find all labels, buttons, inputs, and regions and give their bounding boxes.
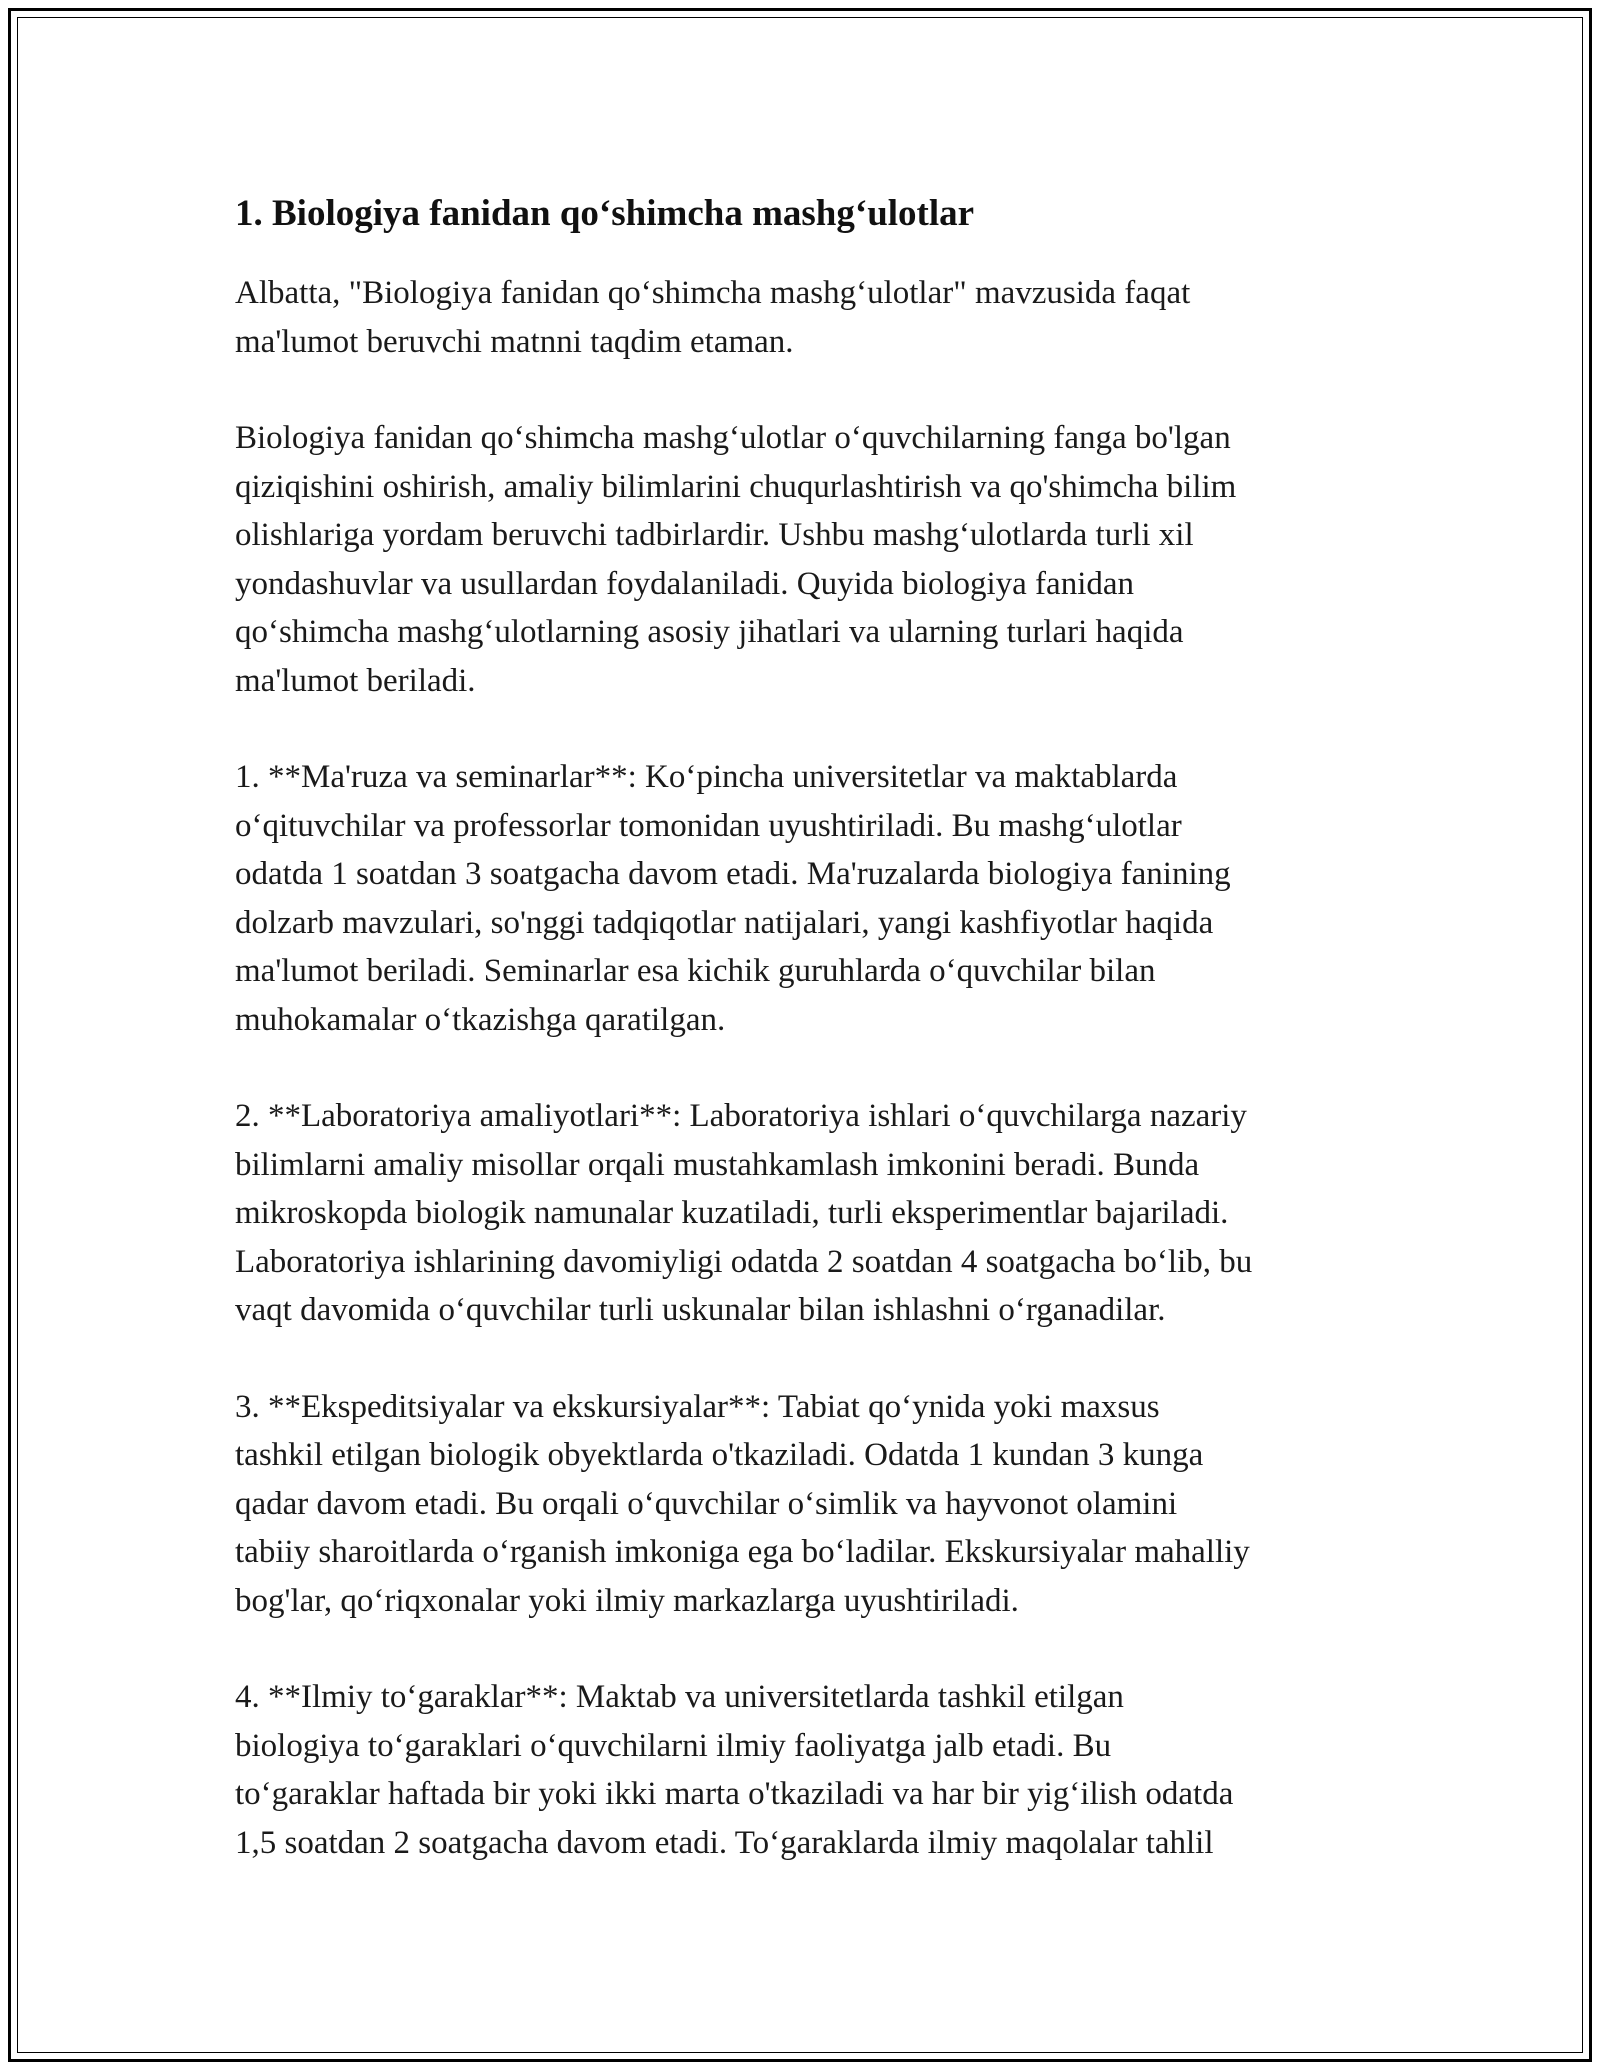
paragraph-intro: Albatta, "Biologiya fanidan qo‘shimcha mashg‘ulotlar" mavzusida faqat ma'lumot beruvchi matnni taqdim etaman. (235, 275, 1191, 360)
paragraph-lectures-seminars: 1. **Ma'ruza va seminarlar**: Ko‘pincha universitetlar va maktablarda o‘qituvchilar va professorlar tomonidan uyushtiriladi. Bu mashg‘ulotlar odatda 1 soatdan 3 soatgacha davom etadi. Ma'ruzalarda biologiya fanining dolzarb mavzulari, so'nggi tadqiqotlar natijalari, yangi kashfiyotlar haqida ma'lumot beriladi. Seminarlar esa kichik guruhlarda o‘quvchilar bilan muhokamalar o‘tkazishga qaratilgan. (235, 759, 1231, 1038)
paragraph-overview: Biologiya fanidan qo‘shimcha mashg‘ulotlar o‘quvchilarning fanga bo'lgan qiziqishini oshirish, amaliy bilimlarini chuqurlashtirish va qo'shimcha bilim olishlariga yordam beruvchi tadbirlardir. Ushbu mashg‘ulotlarda turli xil yondashuvlar va usullardan foydalaniladi. Quyida biologiya fanidan qo‘shimcha mashg‘ulotlarning asosiy jihatlari va ularning turlari haqida ma'lumot beriladi. (235, 420, 1237, 699)
paragraph-laboratory: 2. **Laboratoriya amaliyotlari**: Laboratoriya ishlari o‘quvchilarga nazariy bilimlarni amaliy misollar orqali mustahkamlash imkonini beradi. Bunda mikroskopda biologik namunalar kuzatiladi, turli eksperimentlar bajariladi. Laboratoriya ishlarining davomiyligi odatda 2 soatdan 4 soatgacha bo‘lib, bu vaqt davomida o‘quvchilar turli uskunalar bilan ishlashni o‘rganadilar. (235, 1098, 1253, 1328)
paragraph-expeditions: 3. **Ekspeditsiyalar va ekskursiyalar**: Tabiat qo‘ynida yoki maxsus tashkil etilgan biologik obyektlarda o'tkaziladi. Odatda 1 kundan 3 kunga qadar davom etadi. Bu orqali o‘quvchilar o‘simlik va hayvonot olamini tabiiy sharoitlarda o‘rganish imkoniga ega bo‘ladilar. Ekskursiyalar mahalliy bog'lar, qo‘riqxonalar yoki ilmiy markazlarga uyushtiriladi. (235, 1388, 1250, 1619)
document-body (235, 185, 1385, 1915)
document-title: 1. Biologiya fanidan qo‘shimcha mashg‘ulotlar (235, 193, 975, 234)
paragraph-science-clubs: 4. **Ilmiy to‘garaklar**: Maktab va universitetlarda tashkil etilgan biologiya to‘garaklari o‘quvchilarni ilmiy faoliyatga jalb etadi. Bu to‘garaklar haftada bir yoki ikki marta o'tkaziladi va har bir yig‘ilish odatda 1,5 soatdan 2 soatgacha davom etadi. To‘garaklarda ilmiy maqolalar tahlil (235, 1679, 1234, 1861)
